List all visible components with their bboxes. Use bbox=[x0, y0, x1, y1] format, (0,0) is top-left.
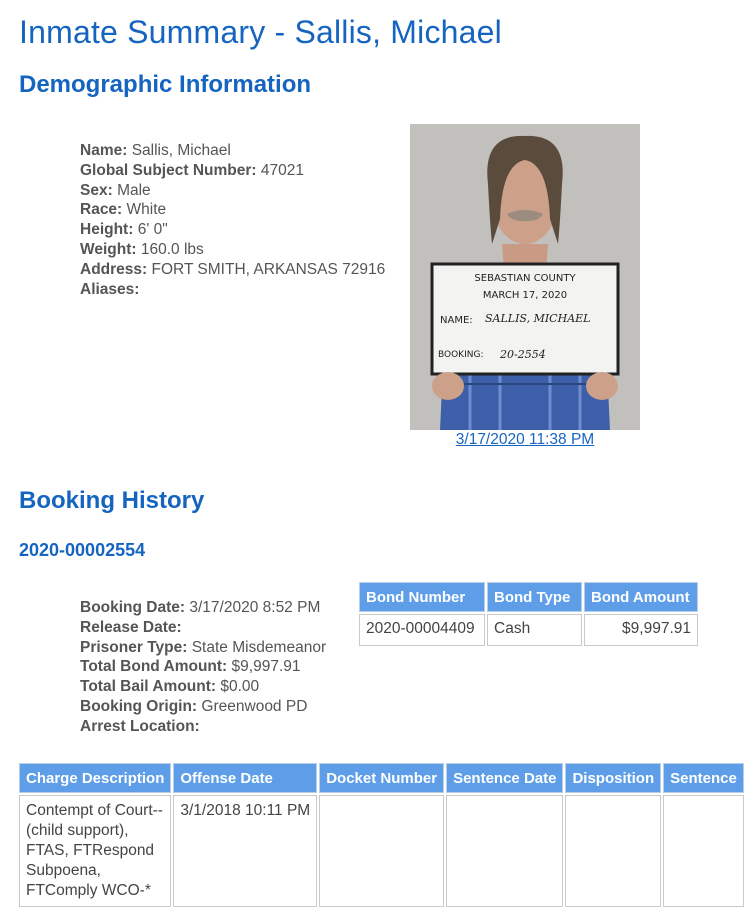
field-label: Booking Origin: bbox=[80, 697, 198, 715]
field-value: State Misdemeanor bbox=[191, 638, 327, 656]
bond-number-header: Bond Number bbox=[359, 582, 485, 612]
total-bond-amount-row bbox=[80, 657, 326, 677]
total-bail-amount-row bbox=[80, 677, 326, 697]
charge-description-header: Charge Description bbox=[19, 763, 171, 793]
field-label: Aliases: bbox=[80, 280, 140, 298]
arrest-location-row bbox=[80, 717, 326, 737]
field-label: Prisoner Type: bbox=[80, 638, 188, 656]
weight-row bbox=[80, 240, 385, 260]
charge-description-cell: Contempt of Court--(child support), FTAS, FTRespond Subpoena, FTComply WCO-* bbox=[19, 795, 171, 907]
field-label: Arrest Location: bbox=[80, 717, 200, 735]
field-value: 47021 bbox=[260, 161, 304, 179]
field-label: Global Subject Number: bbox=[80, 161, 257, 179]
bond-type-header: Bond Type bbox=[487, 582, 582, 612]
sex-row bbox=[80, 181, 385, 201]
charge-table-header-row bbox=[19, 763, 744, 793]
field-value: Greenwood PD bbox=[201, 697, 308, 715]
address-row bbox=[80, 260, 385, 280]
demographic-heading: Demographic Information bbox=[19, 71, 312, 98]
field-value: Sallis, Michael bbox=[131, 142, 231, 159]
right-hand-shape bbox=[586, 372, 618, 400]
page-title: Inmate Summary - Sallis, Michael bbox=[19, 14, 502, 50]
placard-booking-label: BOOKING: bbox=[438, 350, 484, 360]
disposition-cell bbox=[565, 795, 661, 907]
field-label: Sex: bbox=[80, 181, 113, 199]
bond-amount-cell: $9,997.91 bbox=[584, 614, 698, 646]
placard-date: MARCH 17, 2020 bbox=[482, 290, 568, 301]
booking-info bbox=[80, 598, 326, 737]
field-value: Male bbox=[117, 181, 151, 199]
sentence-date-cell bbox=[446, 795, 563, 907]
race-row bbox=[80, 200, 385, 220]
field-value: FORT SMITH, ARKANSAS 72916 bbox=[151, 260, 386, 278]
demographic-info bbox=[80, 141, 385, 299]
placard-name-label: NAME: bbox=[440, 315, 473, 326]
aliases-row bbox=[80, 280, 385, 300]
bond-type-cell: Cash bbox=[487, 614, 582, 646]
sentence-date-header: Sentence Date bbox=[446, 763, 563, 793]
offense-date-cell: 3/1/2018 10:11 PM bbox=[173, 795, 317, 907]
bond-amount-header: Bond Amount bbox=[584, 582, 698, 612]
sentence-header: Sentence bbox=[663, 763, 744, 793]
placard-county: SEBASTIAN COUNTY bbox=[474, 273, 576, 284]
bond-table bbox=[357, 580, 700, 648]
booking-origin-row bbox=[80, 697, 326, 717]
docket-number-header: Docket Number bbox=[319, 763, 444, 793]
field-value: 3/17/2020 8:52 PM bbox=[189, 599, 321, 616]
bond-table-header-row bbox=[359, 582, 698, 612]
field-label: Height: bbox=[80, 221, 134, 239]
name-row bbox=[80, 141, 385, 161]
field-label: Weight: bbox=[80, 240, 137, 258]
table-row bbox=[19, 795, 744, 907]
height-row bbox=[80, 220, 385, 240]
booking-history-heading: Booking History bbox=[19, 487, 205, 514]
field-label: Name: bbox=[80, 142, 128, 159]
field-value: White bbox=[126, 201, 167, 219]
placard-booking-value: 20-2554 bbox=[500, 348, 546, 361]
prisoner-type-row bbox=[80, 638, 326, 658]
field-label: Booking Date: bbox=[80, 599, 186, 616]
field-value: 160.0 lbs bbox=[140, 240, 204, 258]
release-date-row bbox=[80, 618, 326, 638]
field-label: Total Bond Amount: bbox=[80, 658, 228, 676]
field-label: Release Date: bbox=[80, 618, 182, 636]
offense-date-header: Offense Date bbox=[173, 763, 317, 793]
mugshot-image bbox=[410, 124, 640, 430]
bond-number-cell: 2020-00004409 bbox=[359, 614, 485, 646]
table-row bbox=[359, 614, 698, 646]
booking-date-row bbox=[80, 598, 326, 618]
photo-date-link[interactable]: 3/17/2020 11:38 PM bbox=[455, 431, 595, 448]
field-label: Race: bbox=[80, 201, 123, 219]
field-value: $9,997.91 bbox=[231, 658, 301, 676]
sentence-cell bbox=[663, 795, 744, 907]
disposition-header: Disposition bbox=[565, 763, 661, 793]
field-value: 6' 0" bbox=[137, 221, 168, 239]
placard-name-value: SALLIS, MICHAEL bbox=[485, 312, 591, 325]
field-label: Address: bbox=[80, 260, 148, 278]
docket-number-cell bbox=[319, 795, 444, 907]
left-hand-shape bbox=[432, 372, 464, 400]
global-subject-number-row bbox=[80, 161, 385, 181]
booking-id-heading: 2020-00002554 bbox=[19, 540, 146, 560]
field-value: $0.00 bbox=[220, 678, 260, 696]
charge-table bbox=[17, 761, 746, 909]
booking-photo[interactable] bbox=[410, 124, 640, 430]
field-label: Total Bail Amount: bbox=[80, 678, 217, 696]
